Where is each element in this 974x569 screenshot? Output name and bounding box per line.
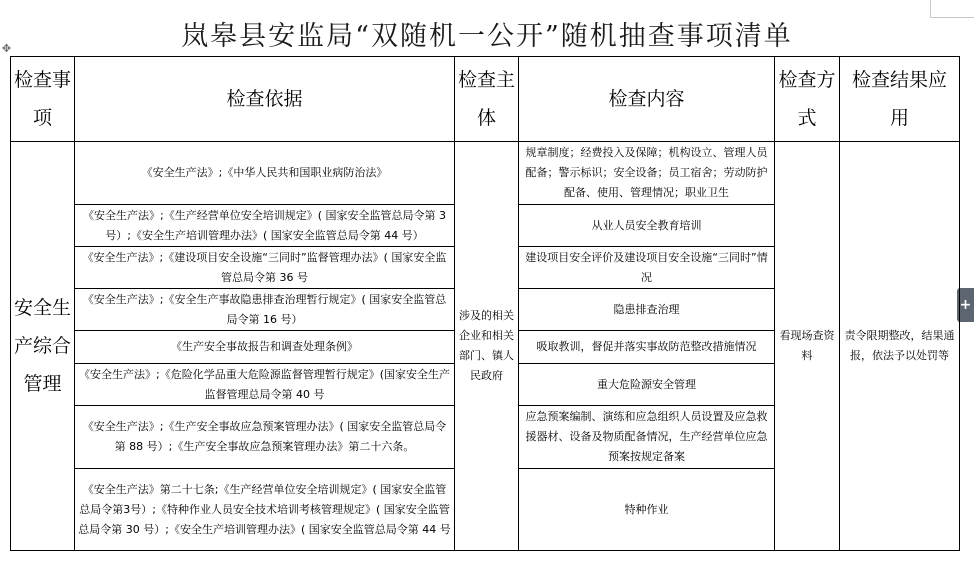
content-cell: 规章制度；经费投入及保障；机构设立、管理人员配备；警示标识；安全设备；员工宿舍；劳动防护配备、使用、管理情况；职业卫生 [519,142,775,205]
basis-cell: 《安全生产法》;《危险化学品重大危险源监督管理暂行规定》(国家安全生产监督管理总局令第 40 号 [75,364,455,406]
subject-cell: 涉及的相关企业和相关部门、镇人民政府 [455,142,519,551]
content-cell: 应急预案编制、演练和应急组织人员设置及应急救援器材、设备及物质配备情况，生产经营单位应急预案按规定备案 [519,406,775,469]
header-method: 检查方式 [775,57,840,142]
document-title: 岚皋县安监局“双随机一公开”随机抽查事项清单 [181,21,793,52]
basis-cell: 《安全生产法》;《生产经营单位安全培训规定》( 国家安全监管总局令第 3 号）;《安全生产培训管理办法》( 国家安全监管总局令第 44 号） [75,205,455,247]
header-content: 检查内容 [519,57,775,142]
basis-cell: 《安全生产法》;《安全生产事故隐患排查治理暂行规定》( 国家安全监管总局令第 16 号） [75,289,455,331]
side-panel-expand-icon[interactable]: + [957,288,974,322]
content-cell: 建设项目安全评价及建设项目安全设施“三同时”情况 [519,247,775,289]
header-item: 检查事项 [11,57,75,142]
item-name-cell: 安全生产综合管理 [11,142,75,551]
header-result: 检查结果应用 [840,57,960,142]
header-basis: 检查依据 [75,57,455,142]
content-cell: 从业人员安全教育培训 [519,205,775,247]
basis-cell: 《安全生产法》第二十七条;《生产经营单位安全培训规定》( 国家安全监管总局令第3号）;《特种作业人员安全技术培训考核管理规定》( 国家安全监管总局令第 30 号）;《安全生产培训管理办法》( 国家安全监管总局令第 44 号 [75,469,455,551]
header-subject: 检查主体 [455,57,519,142]
inspection-table [10,56,960,551]
table-move-handle-icon[interactable]: ✥ [1,42,12,55]
content-cell: 吸取教训，督促并落实事故防范整改措施情况 [519,331,775,364]
content-cell: 隐患排查治理 [519,289,775,331]
header-row [11,57,960,142]
basis-cell: 《生产安全事故报告和调查处理条例》 [75,331,455,364]
content-cell: 特种作业 [519,469,775,551]
basis-cell: 《安全生产法》;《建设项目安全设施“三同时”监督管理办法》( 国家安全监管总局令第 36 号 [75,247,455,289]
basis-cell: 《安全生产法》;《生产安全事故应急预案管理办法》( 国家安全监管总局令第 88 号）;《生产安全事故应急预案管理办法》第二十六条。 [75,406,455,469]
table-row [11,142,960,205]
method-cell: 看现场查资料 [775,142,840,551]
content-cell: 重大危险源安全管理 [519,364,775,406]
result-cell: 责令限期整改，结果通报，依法予以处罚等 [840,142,960,551]
basis-cell: 《安全生产法》;《中华人民共和国职业病防治法》 [75,142,455,205]
